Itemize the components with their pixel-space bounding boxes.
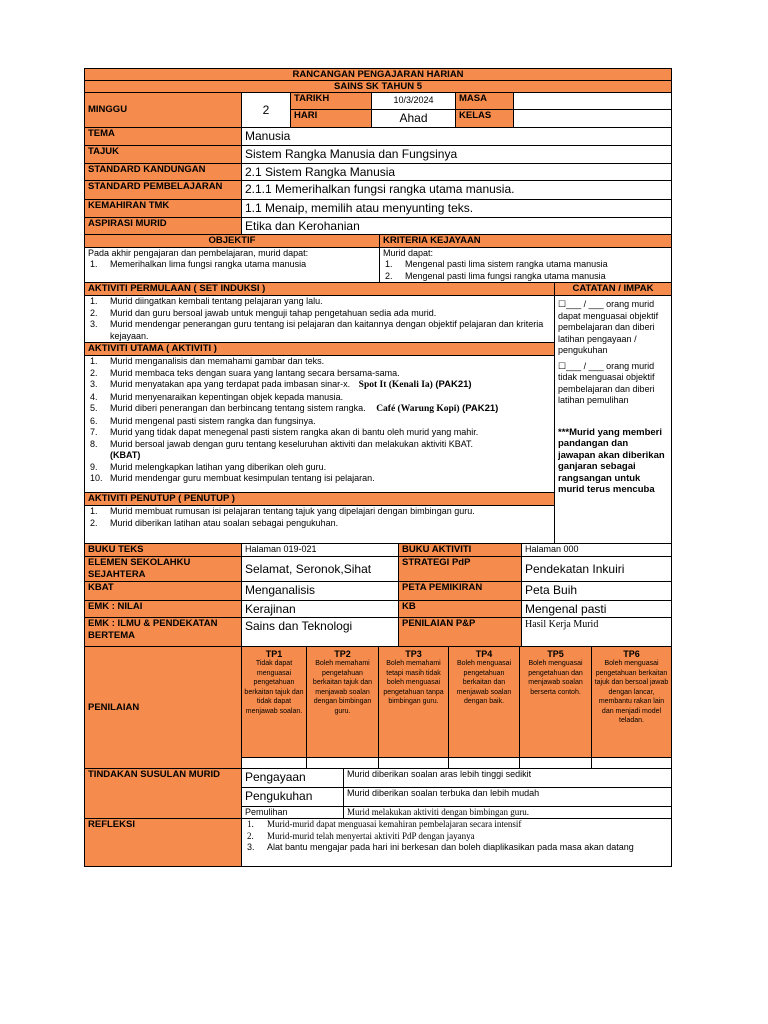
- list-item: 7. Murid yang tidak dapat menegenal pasti sistem rangka akan di bantu oleh murid yang mahir.: [90, 427, 479, 437]
- permulaan-content: [85, 296, 555, 343]
- elemen-label: ELEMEN SEKOLAHKU SEJAHTERA: [85, 557, 242, 582]
- kbat-value: Menganalisis: [242, 582, 399, 601]
- kriteria-intro: Murid dapat:: [383, 248, 434, 258]
- catatan-line-1: ☐___ / ___ orang murid dapat menguasai objektif pembelajaran dan diberi latihan pengayaan / pengukuhan: [558, 299, 659, 355]
- penutup-content: [85, 506, 555, 544]
- tp1-mark[interactable]: [242, 758, 307, 769]
- list-item: 6. Murid mengenal pasti sistem rangka dan fungsinya.: [90, 415, 316, 426]
- kriteria-list: [383, 259, 668, 282]
- aspirasi-value: Etika dan Kerohanian: [242, 218, 672, 235]
- minggu-value: 2: [242, 93, 291, 128]
- nilai-value: Kerajinan: [242, 601, 399, 618]
- tp6-cell: TP6 Boleh menguasai pengetahuan berkaitan tajuk dan bersoal jawab dengan lancar, membantu rakan lain dan menjadi model teladan.: [592, 647, 672, 758]
- kemahiran-tmk-label: KEMAHIRAN TMK: [85, 200, 242, 218]
- list-item: 2. Murid membaca teks dengan suara yang lantang secara bersama-sama.: [90, 367, 400, 378]
- standard-kandungan-value: 2.1 Sistem Rangka Manusia: [242, 164, 672, 181]
- kelas-value: [514, 110, 672, 128]
- susulan-table: [84, 768, 672, 867]
- plan-title: RANCANGAN PENGAJARAN HARIAN: [85, 69, 672, 81]
- penilaian-pp-value: Hasil Kerja Murid: [522, 618, 672, 647]
- list-item: 2. Murid-murid telah menyertai aktiviti PdP dengan jayanya: [247, 830, 475, 841]
- buku-aktiviti-value: Halaman 000: [522, 544, 672, 557]
- lesson-plan-sheet: [84, 68, 671, 867]
- objektif-list: [88, 259, 376, 271]
- list-item: 9. Murid melengkapkan latihan yang diberikan oleh guru.: [90, 461, 327, 472]
- tp3-cell: TP3 Boleh memahami tetapi masih tidak boleh menguasai pengetahuan tanpa bimbingan guru.: [379, 647, 449, 758]
- list-item: 3. Murid mendengar penerangan guru tentang isi pelajaran dan kaitannya dengan objektif pelajaran dan kriteria kejayaan.: [90, 319, 544, 341]
- objektif-content: [85, 248, 380, 283]
- list-item: 1. Murid menganalisis dan memahami gambar dan teks.: [90, 356, 325, 366]
- catatan-label: CATATAN / IMPAK: [555, 283, 672, 296]
- header-table: [84, 68, 672, 128]
- tp2-mark[interactable]: [307, 758, 379, 769]
- kemahiran-tmk-value: 1.1 Menaip, memilih atau menyunting teks.: [242, 200, 672, 218]
- pengayaan-label: Pengayaan: [242, 769, 344, 788]
- list-item: 5. Murid diberi penerangan dan berbincang tentang sistem rangka. Café (Warung Kopi) (PAK21): [90, 403, 499, 414]
- pengukuhan-label: Pengukuhan: [242, 788, 344, 807]
- refleksi-label: REFLEKSI: [85, 819, 242, 867]
- kriteria-content: [380, 248, 672, 283]
- bottom-table: [84, 543, 672, 647]
- pengukuhan-value: Murid diberikan soalan terbuka dan lebih mudah: [344, 788, 672, 807]
- aspirasi-label: ASPIRASI MURID: [85, 218, 242, 235]
- kriteria-label: KRITERIA KEJAYAAN: [380, 235, 672, 248]
- utama-content: [85, 356, 555, 493]
- list-item: 4. Murid menyenaraikan kepentingan objek kepada manusia.: [90, 391, 344, 402]
- catatan-content: [555, 296, 672, 544]
- kb-value: Mengenal pasti: [522, 601, 672, 618]
- hari-value: Ahad: [372, 110, 456, 128]
- tp6-mark[interactable]: [592, 758, 672, 769]
- tp5-cell: TP5 Boleh menguasai pengetahuan dan menjawab soalan berserta contoh.: [520, 647, 592, 758]
- peta-label: PETA PEMIKIRAN: [399, 582, 522, 601]
- list-item: 1. Murid-murid dapat menguasai kemahiran pembelajaran secara intensif: [247, 819, 522, 829]
- penutup-label: AKTIVITI PENUTUP ( PENUTUP ): [85, 493, 555, 506]
- list-item: 1. Memerihalkan lima fungsi rangka utama manusia: [90, 259, 307, 269]
- list-item: 2. Murid dan guru bersoal jawab untuk menguji tahap pengetahuan sedia ada murid.: [90, 307, 437, 318]
- tp4-mark[interactable]: [449, 758, 520, 769]
- list-item: 3. Alat bantu mengajar pada hari ini berkesan dan boleh diaplikasikan pada masa akan datang: [247, 842, 634, 852]
- tema-label: TEMA: [85, 128, 242, 146]
- plan-subtitle: SAINS SK TAHUN 5: [85, 81, 672, 93]
- peta-value: Peta Buih: [522, 582, 672, 601]
- pemulihan-value: Murid melakukan aktiviti dengan bimbingan guru.: [344, 807, 672, 819]
- objektif-intro: Pada akhir pengajaran dan pembelajaran, murid dapat:: [88, 248, 309, 258]
- standard-pembelajaran-label: STANDARD PEMBELAJARAN: [85, 181, 242, 200]
- strategi-value: Pendekatan Inkuiri: [522, 557, 672, 582]
- pemulihan-label: Pemulihan: [242, 807, 344, 819]
- kelas-label: KELAS: [456, 110, 514, 128]
- penilaian-table: [84, 646, 672, 769]
- minggu-label: MINGGU: [85, 93, 242, 128]
- penilaian-label: PENILAIAN: [85, 647, 242, 769]
- list-item: 2. Mengenal pasti lima fungsi rangka utama manusia: [385, 270, 606, 281]
- list-item: 3. Murid menyatakan apa yang terdapat pada imbasan sinar-x. Spot It (Kenali Ia) (PAK21): [90, 379, 472, 390]
- tema-value: Manusia: [242, 128, 672, 146]
- tp2-cell: TP2 Boleh memahami pengetahuan berkaitan tajuk dan menjawab soalan dengan bimbingan guru.: [307, 647, 379, 758]
- tp3-mark[interactable]: [379, 758, 449, 769]
- permulaan-label: AKTIVITI PERMULAAN ( SET INDUKSI ): [85, 283, 555, 296]
- pengayaan-value: Murid diberikan soalan aras lebih tinggi sedikit: [344, 769, 672, 788]
- list-item: 1. Murid diingatkan kembali tentang pelajaran yang lalu.: [90, 296, 323, 306]
- tarikh-label: TARIKH: [291, 93, 372, 110]
- kbat-label: KBAT: [85, 582, 242, 601]
- buku-teks-value: Halaman 019-021: [242, 544, 399, 557]
- tp1-cell: TP1 Tidak dapat menguasai pengetahuan berkaitan tajuk dan tidak dapat menjawab soalan.: [242, 647, 307, 758]
- tp5-mark[interactable]: [520, 758, 592, 769]
- refleksi-content: [242, 819, 672, 867]
- utama-label: AKTIVITI UTAMA ( AKTIVITI ): [85, 343, 555, 356]
- list-item: 1. Mengenal pasti lima sistem rangka utama manusia: [385, 259, 608, 269]
- kb-label: KB: [399, 601, 522, 618]
- objektif-table: [84, 234, 672, 283]
- susulan-label: TINDAKAN SUSULAN MURID: [85, 769, 242, 819]
- standard-kandungan-label: STANDARD KANDUNGAN: [85, 164, 242, 181]
- tajuk-label: TAJUK: [85, 146, 242, 164]
- tarikh-value: 10/3/2024: [372, 93, 456, 110]
- ilmu-value: Sains dan Teknologi: [242, 618, 399, 647]
- nilai-label: EMK : NILAI: [85, 601, 242, 618]
- list-item: 1. Murid membuat rumusan isi pelajaran tentang tajuk yang dipelajari dengan bimbingan guru.: [90, 506, 475, 516]
- elemen-value: Selamat, Seronok,Sihat: [242, 557, 399, 582]
- tp4-cell: TP4 Boleh menguasai pengetahuan berkaitan dan menjawab soalan dengan baik.: [449, 647, 520, 758]
- catatan-note: ***Murid yang memberi pandangan dan jawapan akan diberikan ganjaran sebagai rangsangan untuk murid terus mencuba: [558, 426, 665, 495]
- ilmu-label: EMK : ILMU & PENDEKATAN BERTEMA: [85, 618, 242, 647]
- masa-value: [514, 93, 672, 110]
- list-item: 2. Murid diberikan latihan atau soalan sebagai pengukuhan.: [90, 517, 339, 528]
- tajuk-value: Sistem Rangka Manusia dan Fungsinya: [242, 146, 672, 164]
- penilaian-pp-label: PENILAIAN P&P: [399, 618, 522, 647]
- strategi-label: STRATEGI PdP: [399, 557, 522, 582]
- list-item: 8. Murid bersoal jawab dengan guru tentang keseluruhan aktiviti dan melakukan aktiviti KBAT. (KBAT): [90, 438, 474, 460]
- activities-table: [84, 282, 672, 544]
- standard-table: [84, 127, 672, 235]
- buku-teks-label: BUKU TEKS: [85, 544, 242, 557]
- objektif-label: OBJEKTIF: [85, 235, 380, 248]
- catatan-line-2: ☐___ / ___ orang murid tidak menguasai objektif pembelajaran dan diberi latihan pemulihan: [558, 360, 655, 405]
- list-item: 10. Murid mendengar guru membuat kesimpulan tentang isi pelajaran.: [90, 473, 375, 483]
- buku-aktiviti-label: BUKU AKTIVITI: [399, 544, 522, 557]
- standard-pembelajaran-value: 2.1.1 Memerihalkan fungsi rangka utama manusia.: [242, 181, 672, 200]
- hari-label: HARI: [291, 110, 372, 128]
- masa-label: MASA: [456, 93, 514, 110]
